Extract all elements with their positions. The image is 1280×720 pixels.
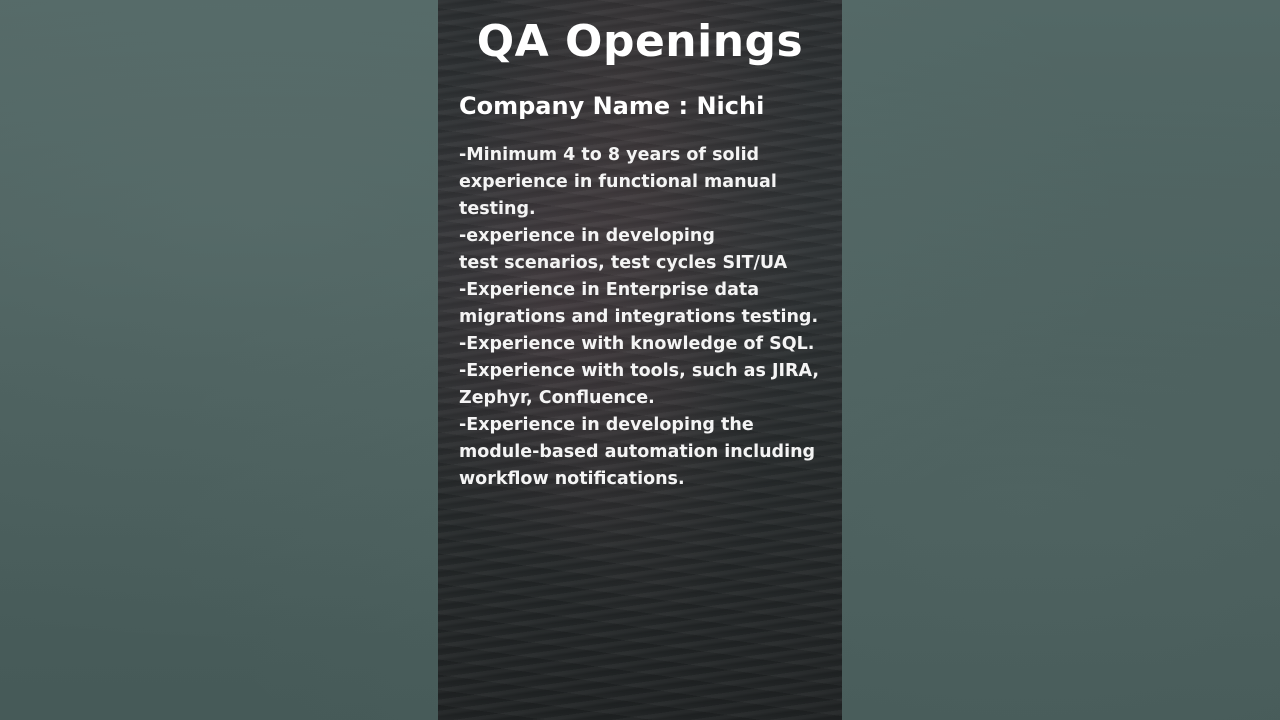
requirement-line: -Experience with knowledge of SQL. (459, 334, 815, 354)
requirement-line: Zephyr, Confluence. (459, 388, 655, 408)
requirement-line: module-based automation including (459, 442, 816, 462)
requirements-list (459, 142, 829, 493)
company-name: Company Name : Nichi (459, 92, 765, 120)
job-post-card (438, 0, 842, 720)
requirement-line: -Experience with tools, such as JIRA, (459, 361, 819, 381)
requirement-line: test scenarios, test cycles SIT/UA (459, 253, 788, 273)
requirement-line: -Experience in developing the (459, 415, 754, 435)
requirement-line: -experience in developing (459, 226, 715, 246)
requirement-line: experience in functional manual (459, 172, 777, 192)
requirement-line: -Minimum 4 to 8 years of solid (459, 145, 760, 165)
requirement-line: -Experience in Enterprise data (459, 280, 760, 300)
page-title: QA Openings (476, 16, 804, 67)
requirement-line: testing. (459, 199, 536, 219)
requirement-line: migrations and integrations testing. (459, 307, 819, 327)
requirement-line: workflow notifications. (459, 469, 685, 489)
